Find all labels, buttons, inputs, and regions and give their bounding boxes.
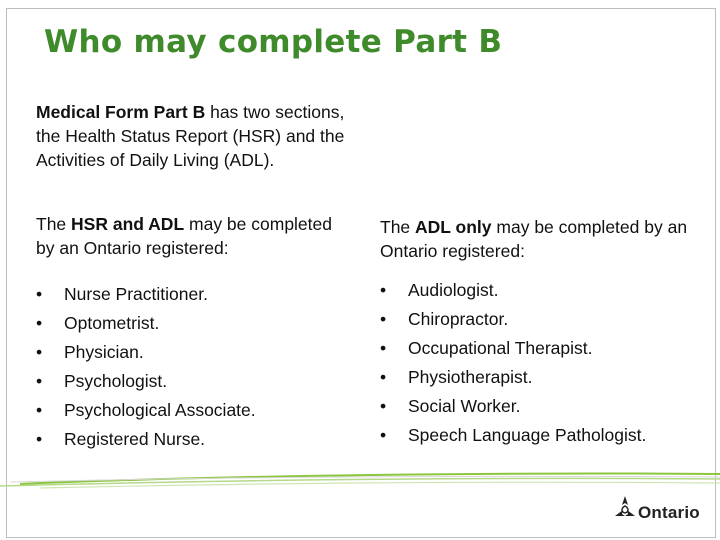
list-item: • Occupational Therapist. <box>380 334 700 363</box>
footer-swoosh <box>0 470 720 490</box>
trillium-icon <box>612 494 638 524</box>
intro-bold: Medical Form Part B <box>36 102 206 122</box>
list-item: • Psychologist. <box>36 367 336 396</box>
logo-text: Ontario <box>638 503 700 522</box>
list-item: • Physiotherapist. <box>380 363 700 392</box>
list-item: • Chiropractor. <box>380 305 700 334</box>
list-item: • Psychological Associate. <box>36 396 336 425</box>
hsr-adl-column <box>36 212 336 454</box>
list-item: • Speech Language Pathologist. <box>380 421 700 450</box>
adl-only-heading: The ADL only may be completed by an Ontario registered: <box>380 217 688 261</box>
page-title: Who may complete Part B <box>44 24 503 60</box>
list-item: • Optometrist. <box>36 309 336 338</box>
hsr-adl-list <box>36 280 336 454</box>
intro-text: has two sections, the Health Status Report (HSR) and the Activities of Daily Living (ADL). <box>36 102 345 170</box>
adl-only-list <box>380 276 700 450</box>
ontario-logo <box>612 492 712 530</box>
list-item: • Physician. <box>36 338 336 367</box>
intro-paragraph <box>36 100 356 172</box>
list-item: • Nurse Practitioner. <box>36 280 336 309</box>
hsr-adl-heading: The HSR and ADL may be completed by an Ontario registered: <box>36 214 332 258</box>
list-item: • Registered Nurse. <box>36 425 336 454</box>
list-item: • Audiologist. <box>380 276 700 305</box>
list-item: • Social Worker. <box>380 392 700 421</box>
adl-only-column <box>380 215 700 450</box>
